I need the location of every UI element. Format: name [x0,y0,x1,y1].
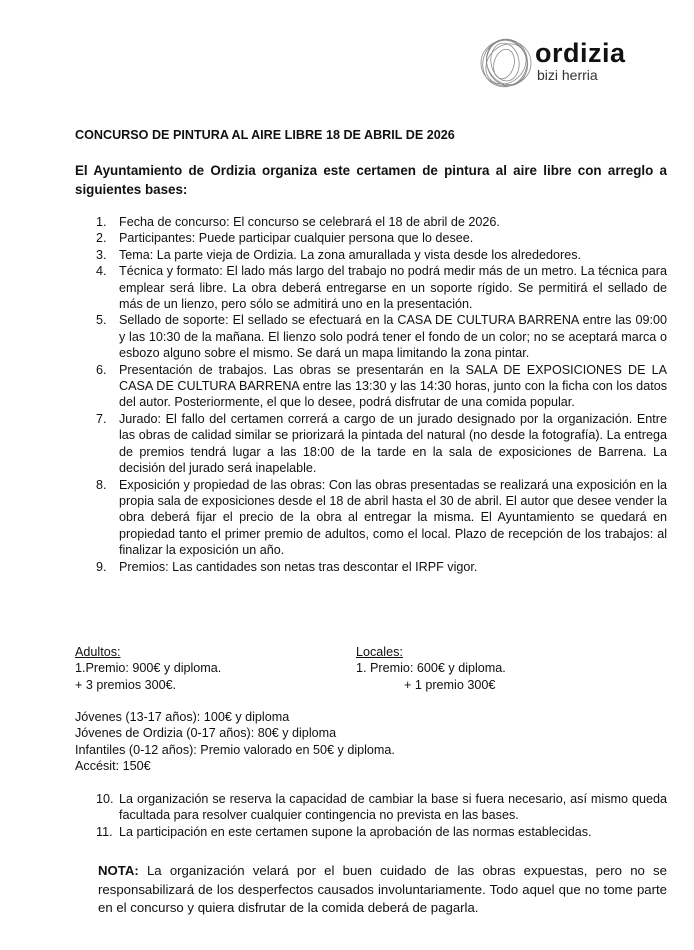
prize-accesit: Accésit: 150€ [75,759,151,774]
item-text: La participación en este certamen supone la aprobación de las normas establecidas. [119,824,592,839]
locals-prize-2: + 1 premio 300€ [404,677,496,692]
item-text: Tema: La parte vieja de Ordizia. La zona amurallada y vista desde los alrededores. [119,247,582,262]
note-paragraph [98,862,667,918]
item-text: Exposición y propiedad de las obras: Con las obras presentadas se realizará una exposición en la propia sala de exposiciones desde el 18 de abril hasta el 30 de abril. El autor que desee vender la obra deberá fijar el precio de la obra al entregar la misma. El Ayuntamiento se quedará en propiedad tanto el primer premio de adultos, como el local. Plazo de recepción de los trabajos: al finalizar la exposición un año. [119,477,667,558]
list-item [75,263,667,312]
item-number: 1. [96,215,107,229]
item-text: Participantes: Puede participar cualquier persona que lo desee. [119,231,474,246]
item-number: 7. [96,411,107,426]
bases-list-continued [75,791,667,840]
list-item [75,411,667,477]
list-item [75,230,667,246]
item-text: Sellado de soporte: El sellado se efectuará en la CASA DE CULTURA BARRENA entre las 09:00 y las 10:30 de la mañana. El lienzo solo podrá tener el fondo de un color; no se aceptará marca o esbozo alguno sobre el mismo. Se dará un mapa limitando la zona pintar. [119,313,667,361]
bases-list [75,214,667,575]
prize-jovenes: Jóvenes (13-17 años): 100€ y diploma [75,710,290,724]
item-number: 10. [96,792,114,806]
list-item [75,824,667,840]
item-number: 4. [96,264,107,279]
list-item [75,312,667,361]
note-text: La organización velará por el buen cuidado de las obras expuestas, pero no se responsabilizará de los desperfectos causados involuntariamente. Todo aquel que no tome parte en el concurso y quiera disfrutar de la comida deberá de pagarla. [98,863,667,915]
item-number: 11. [96,824,113,839]
note-label: NOTA: [98,863,139,878]
scribble-circle-logo-icon [478,36,536,90]
item-number: 9. [96,559,107,574]
intro-paragraph: El Ayuntamiento de Ordizia organiza este certamen de pintura al aire libre con arreglo a siguientes bases: [75,163,667,197]
item-number: 2. [96,231,107,246]
list-item [75,247,667,263]
prizes-locals [356,644,506,693]
list-item [75,791,667,824]
prize-jovenes-ordizia: Jóvenes de Ordizia (0-17 años): 80€ y diploma [75,726,337,741]
item-text: Jurado: El fallo del certamen correrá a cargo de un jurado designado por la organización. Entre las obras de calidad similar se priorizará la pintada del natural (no desde la fotografía). La entrega de premios tendrá lugar a las 18:00 de la tarde en la sala de exposiciones de Barrena. La decisión del jurado será inapelable. [119,411,667,476]
prize-infantiles: Infantiles (0-12 años): Premio valorado en 50€ y diploma. [75,742,395,757]
list-item [75,477,667,559]
logo-subtitle: bizi herria [537,67,598,83]
list-item [75,362,667,411]
item-number: 3. [96,247,107,262]
prizes-adults [75,644,221,693]
adults-prize-2: + 3 premios 300€. [75,677,177,692]
prizes-other-categories [75,709,395,775]
logo-wordmark: ordizia [535,38,626,68]
item-text: La organización se reserva la capacidad de cambiar la base si fuera necesario, así mismo queda facultada para resolver cualquier contingencia no prevista en las bases. [119,792,667,823]
item-text: Técnica y formato: El lado más largo del trabajo no podrá medir más de un metro. La técnica para emplear será libre. La obra deberá entregarse en un soporte rígido. Se permitirá el sellado de más de un lienzo, pero sólo se admitirá uno en la presentación. [119,264,667,312]
adults-heading: Adultos: [75,645,121,659]
locals-prize-1: 1. Premio: 600€ y diploma. [356,661,506,676]
list-item [75,559,667,575]
ordizia-logo [478,36,648,88]
item-text: Fecha de concurso: El concurso se celebrará el 18 de abril de 2026. [119,215,500,229]
item-number: 5. [96,313,107,328]
item-number: 6. [96,362,107,377]
item-number: 8. [96,477,107,492]
locals-heading: Locales: [356,645,403,659]
adults-prize-1: 1.Premio: 900€ y diploma. [75,661,222,676]
item-text: Premios: Las cantidades son netas tras descontar el IRPF vigor. [119,559,478,574]
list-item [75,214,667,230]
document-title: CONCURSO DE PINTURA AL AIRE LIBRE 18 DE ABRIL DE 2026 [75,128,455,142]
item-text: Presentación de trabajos. Las obras se presentarán en la SALA DE EXPOSICIONES DE LA CASA DE CULTURA BARRENA entre las 13:30 y las 14:30 horas, junto con la ficha con los datos del autor. Posteriormente, el que lo desee, podrá disfrutar de una comida popular. [119,362,667,410]
